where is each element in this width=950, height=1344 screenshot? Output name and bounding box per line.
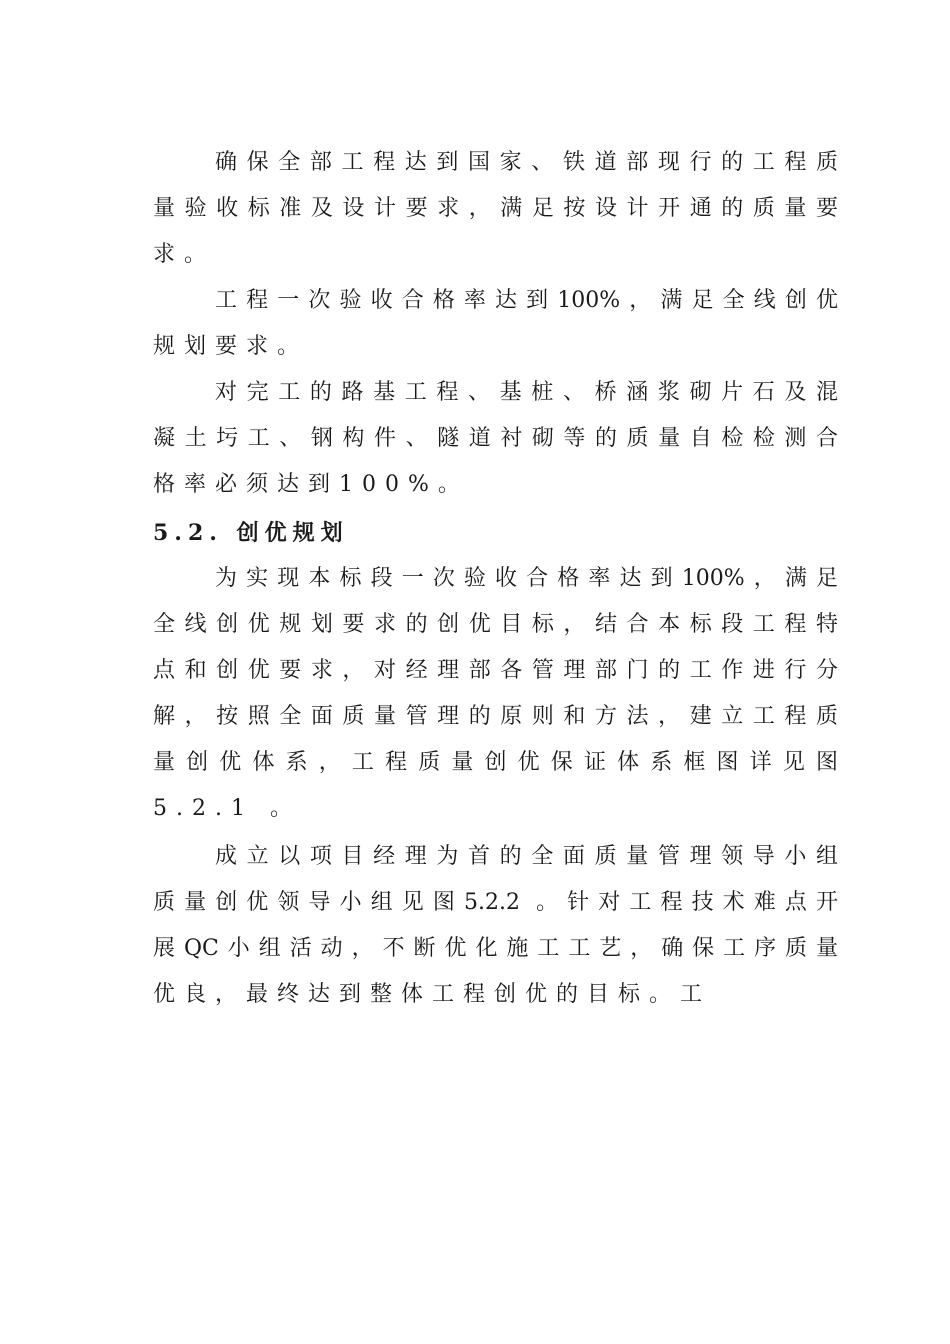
paragraph-4-line-3: 点和创优要求，对经理部各管理部门的工作进行分	[153, 658, 838, 683]
paragraph-3-line-1: 对完工的路基工程、基桩、桥涵浆砌片石及混	[215, 380, 838, 405]
paragraph-2-line-1: 工程一次验收合格率达到100%，满足全线创优	[215, 288, 838, 313]
paragraph-5-line-4: 优良，最终达到整体工程创优的目标。工	[153, 982, 712, 1007]
section-number: 5.2.	[153, 520, 223, 546]
paragraph-4-line-4: 解，按照全面质量管理的原则和方法，建立工程质	[153, 704, 838, 729]
paragraph-2-line-2: 规划要求。	[153, 334, 309, 359]
paragraph-1-line-3: 求。	[153, 242, 216, 267]
paragraph-4-line-6: 5.2.1 。	[153, 796, 301, 821]
paragraph-4-line-1: 为实现本标段一次验收合格率达到100%，满足	[215, 566, 838, 591]
paragraph-1-line-1: 确保全部工程达到国家、铁道部现行的工程质	[215, 150, 838, 175]
paragraph-3-line-3: 格率必须达到100%。	[153, 472, 469, 497]
paragraph-1-line-2: 量验收标准及设计要求，满足按设计开通的质量要	[153, 196, 838, 221]
section-title: 创优规划	[236, 520, 349, 546]
section-heading	[153, 518, 349, 548]
paragraph-5-line-2: 质量创优领导小组见图5.2.2 。针对工程技术难点开	[153, 890, 838, 915]
paragraph-3-line-2: 凝土圬工、钢构件、隧道衬砌等的质量自检检测合	[153, 426, 838, 451]
paragraph-4-line-5: 量创优体系，工程质量创优保证体系框图详见图	[153, 750, 838, 775]
paragraph-4-line-2: 全线创优规划要求的创优目标，结合本标段工程特	[153, 612, 838, 637]
paragraph-5-line-1: 成立以项目经理为首的全面质量管理领导小组	[215, 844, 838, 869]
paragraph-5-line-3: 展QC小组活动，不断优化施工工艺，确保工序质量	[153, 936, 838, 961]
